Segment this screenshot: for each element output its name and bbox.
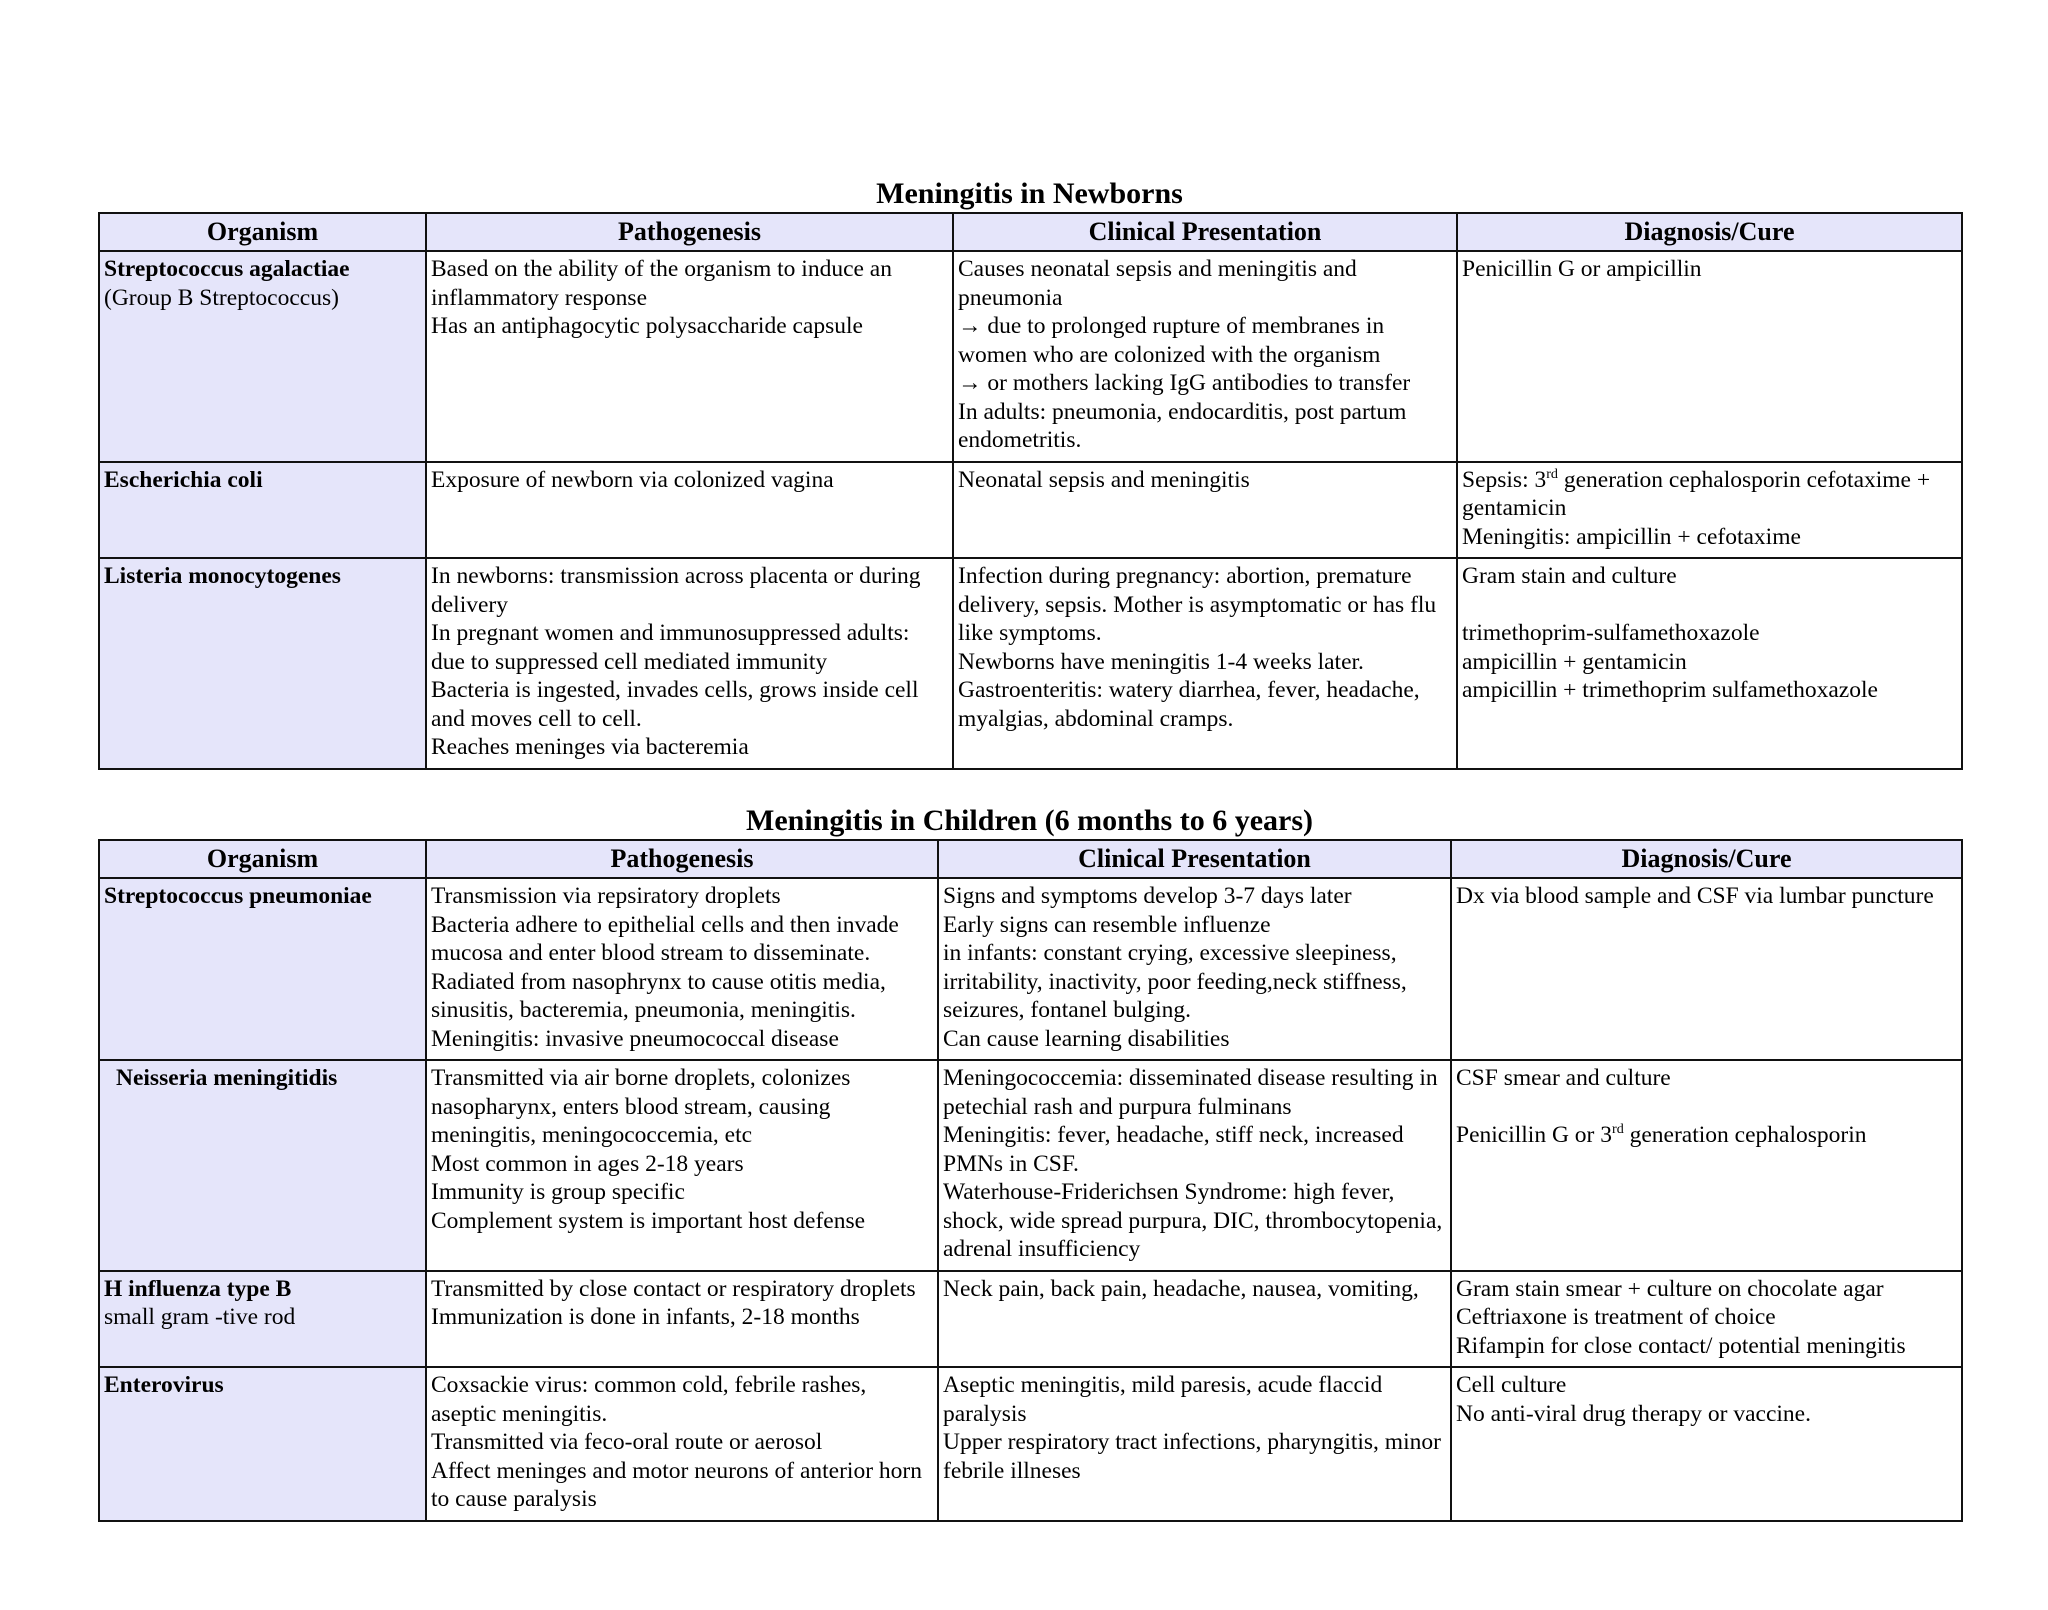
pathogenesis-line: Immunity is group specific (431, 1179, 685, 1205)
clinical-line: Neck pain, back pain, headache, nausea, vomiting, (943, 1275, 1419, 1302)
table-row (99, 1271, 1962, 1368)
diagnosis-line (1462, 466, 1957, 523)
clinical-line: Upper respiratory tract infections, pharyngitis, minor febrile illneses (943, 1429, 1441, 1484)
clinical-presentation-cell (938, 1271, 1451, 1368)
organism-subtitle: small gram -tive rod (104, 1304, 296, 1330)
pathogenesis-line: Has an antiphagocytic polysaccharide capsule (431, 313, 863, 339)
pathogenesis-line: Bacteria is ingested, invades cells, grows inside cell and moves cell to cell. (431, 677, 919, 732)
pathogenesis-line: In pregnant women and immunosuppressed adults: due to suppressed cell mediated immunity (431, 620, 910, 675)
ordinal-suffix: rd (1612, 1121, 1624, 1138)
organism-cell (99, 251, 426, 462)
children-table-title: Meningitis in Children (6 months to 6 years) (746, 804, 1313, 837)
organism-name: Escherichia coli (104, 466, 263, 493)
diagnosis-text: generation cephalosporin (1623, 1122, 1867, 1148)
diagnosis-text: generation cephalosporin cefotaxime + gentamicin (1462, 466, 1931, 521)
pathogenesis-line: Most common in ages 2-18 years (431, 1150, 744, 1177)
diagnosis-cure-cell (1457, 251, 1962, 462)
children-section (98, 803, 1961, 1522)
clinical-line: Waterhouse-Friderichsen Syndrome: high fever, shock, wide spread purpura, DIC, thrombocytopenia, adrenal insufficiency (943, 1179, 1443, 1262)
column-header-organism: Organism (99, 840, 426, 878)
pathogenesis-cell (426, 1367, 938, 1521)
diagnosis-line (1462, 591, 1957, 620)
clinical-presentation-cell (938, 878, 1451, 1060)
diagnosis-cure-cell (1451, 1271, 1962, 1368)
diagnosis-text: Penicillin G or 3 (1456, 1122, 1612, 1148)
clinical-line: Infection during pregnancy: abortion, premature delivery, sepsis. Mother is asymptomatic or has flu like symptoms. (958, 563, 1437, 646)
pathogenesis-line: Radiated from nasophrynx to cause otitis media, sinusitis, bacteremia, pneumonia, meningitis. (431, 968, 886, 1023)
pathogenesis-line: Transmitted by close contact or respiratory droplets (431, 1275, 916, 1302)
organism-name: Listeria monocytogenes (104, 563, 341, 589)
clinical-line: In adults: pneumonia, endocarditis, post partum endometritis. (958, 398, 1407, 453)
ordinal-suffix: rd (1546, 465, 1558, 482)
diagnosis-line: ampicillin + trimethoprim sulfamethoxazole (1462, 677, 1878, 703)
children-table (98, 839, 1963, 1522)
diagnosis-line: ampicillin + gentamicin (1462, 648, 1687, 675)
pathogenesis-cell (426, 1060, 938, 1271)
pathogenesis-line: Bacteria adhere to epithelial cells and then invade mucosa and enter blood stream to disseminate. (431, 911, 899, 966)
clinical-line: Signs and symptoms develop 3-7 days later (943, 883, 1352, 909)
organism-name: Streptococcus pneumoniae (104, 883, 372, 909)
pathogenesis-line: Meningitis: invasive pneumococcal disease (431, 1025, 839, 1052)
table-row (99, 462, 1962, 559)
diagnosis-line (1456, 1121, 1957, 1150)
pathogenesis-line: In newborns: transmission across placenta or during delivery (431, 563, 921, 618)
pathogenesis-cell (426, 558, 953, 769)
organism-cell (99, 1271, 426, 1368)
pathogenesis-line: Exposure of newborn via colonized vagina (431, 466, 834, 493)
newborns-header-row (99, 213, 1962, 251)
diagnosis-line: Dx via blood sample and CSF via lumbar puncture (1456, 883, 1934, 909)
diagnosis-line: CSF smear and culture (1456, 1065, 1671, 1091)
diagnosis-cure-cell (1457, 558, 1962, 769)
column-header-pathogenesis: Pathogenesis (426, 840, 938, 878)
table-row (99, 878, 1962, 1060)
diagnosis-line: Cell culture (1456, 1372, 1567, 1398)
pathogenesis-line: Reaches meninges via bacteremia (431, 734, 749, 760)
diagnosis-line: No anti-viral drug therapy or vaccine. (1456, 1400, 1811, 1427)
clinical-presentation-cell (953, 251, 1457, 462)
pathogenesis-cell (426, 1271, 938, 1368)
pathogenesis-cell (426, 462, 953, 559)
diagnosis-line: Gram stain smear + culture on chocolate agar (1456, 1275, 1884, 1302)
organism-name: H influenza type B (104, 1275, 292, 1302)
diagnosis-line: Meningitis: ampicillin + cefotaxime (1462, 523, 1801, 550)
children-header-row (99, 840, 1962, 878)
clinical-presentation-cell (953, 462, 1457, 559)
clinical-line: Newborns have meningitis 1-4 weeks later. (958, 648, 1364, 675)
organism-subtitle: (Group B Streptococcus) (104, 284, 339, 311)
column-header-organism: Organism (99, 213, 426, 251)
table-row (99, 251, 1962, 462)
clinical-presentation-cell (938, 1060, 1451, 1271)
organism-cell (99, 462, 426, 559)
clinical-presentation-cell (953, 558, 1457, 769)
column-header-clinical-presentation: Clinical Presentation (953, 213, 1457, 251)
diagnosis-line: trimethoprim-sulfamethoxazole (1462, 620, 1760, 646)
organism-cell (99, 878, 426, 1060)
diagnosis-line: Gram stain and culture (1462, 563, 1677, 589)
clinical-line: Can cause learning disabilities (943, 1025, 1230, 1052)
organism-cell (99, 558, 426, 769)
pathogenesis-line: Affect meninges and motor neurons of anterior horn to cause paralysis (431, 1457, 922, 1512)
organism-name: Enterovirus (104, 1372, 224, 1398)
clinical-line: → or mothers lacking IgG antibodies to transfer (958, 370, 1411, 396)
table-row (99, 558, 1962, 769)
newborns-table (98, 212, 1963, 770)
pathogenesis-cell (426, 878, 938, 1060)
newborns-table-title: Meningitis in Newborns (876, 177, 1183, 210)
clinical-line: Gastroenteritis: watery diarrhea, fever, headache, myalgias, abdominal cramps. (958, 677, 1420, 732)
clinical-line: → due to prolonged rupture of membranes in women who are colonized with the organism (958, 313, 1385, 368)
diagnosis-line: Ceftriaxone is treatment of choice (1456, 1304, 1776, 1330)
diagnosis-cure-cell (1451, 878, 1962, 1060)
diagnosis-line: Rifampin for close contact/ potential meningitis (1456, 1332, 1906, 1359)
newborns-section (98, 176, 1961, 770)
clinical-line: Meningitis: fever, headache, stiff neck, increased PMNs in CSF. (943, 1122, 1404, 1177)
pathogenesis-line: Transmitted via feco-oral route or aerosol (431, 1429, 823, 1455)
table-row (99, 1367, 1962, 1521)
column-header-pathogenesis: Pathogenesis (426, 213, 953, 251)
diagnosis-text: Sepsis: 3 (1462, 466, 1547, 493)
diagnosis-line: Penicillin G or ampicillin (1462, 256, 1702, 282)
column-header-diagnosis-cure: Diagnosis/Cure (1451, 840, 1962, 878)
clinical-line: Meningococcemia: disseminated disease resulting in petechial rash and purpura fulminans (943, 1065, 1438, 1120)
column-header-clinical-presentation: Clinical Presentation (938, 840, 1451, 878)
pathogenesis-cell (426, 251, 953, 462)
diagnosis-cure-cell (1451, 1060, 1962, 1271)
diagnosis-cure-cell (1451, 1367, 1962, 1521)
clinical-line: Causes neonatal sepsis and meningitis and pneumonia (958, 256, 1357, 311)
organism-name: Streptococcus agalactiae (104, 256, 350, 282)
clinical-line: Early signs can resemble influenze (943, 911, 1271, 938)
organism-cell (99, 1060, 426, 1271)
clinical-line: Aseptic meningitis, mild paresis, acude flaccid paralysis (943, 1372, 1383, 1427)
pathogenesis-line: Immunization is done in infants, 2-18 months (431, 1304, 860, 1330)
clinical-line: Neonatal sepsis and meningitis (958, 466, 1250, 493)
pathogenesis-line: Transmitted via air borne droplets, colonizes nasopharynx, enters blood stream, causing meningitis, meningococcemia, etc (431, 1065, 851, 1148)
table-row (99, 1060, 1962, 1271)
pathogenesis-line: Transmission via repsiratory droplets (431, 883, 781, 909)
pathogenesis-line: Coxsackie virus: common cold, febrile rashes, aseptic meningitis. (431, 1372, 867, 1427)
clinical-presentation-cell (938, 1367, 1451, 1521)
pathogenesis-line: Complement system is important host defense (431, 1207, 866, 1234)
organism-name: Neisseria meningitidis (116, 1065, 338, 1091)
diagnosis-spacer (1456, 1093, 1957, 1122)
clinical-line: in infants: constant crying, excessive sleepiness, irritability, inactivity, poor feeding,neck stiffness, seizures, fontanel bulging. (943, 940, 1407, 1023)
column-header-diagnosis-cure: Diagnosis/Cure (1457, 213, 1962, 251)
pathogenesis-line: Based on the ability of the organism to induce an inflammatory response (431, 256, 892, 311)
diagnosis-cure-cell (1457, 462, 1962, 559)
organism-cell (99, 1367, 426, 1521)
